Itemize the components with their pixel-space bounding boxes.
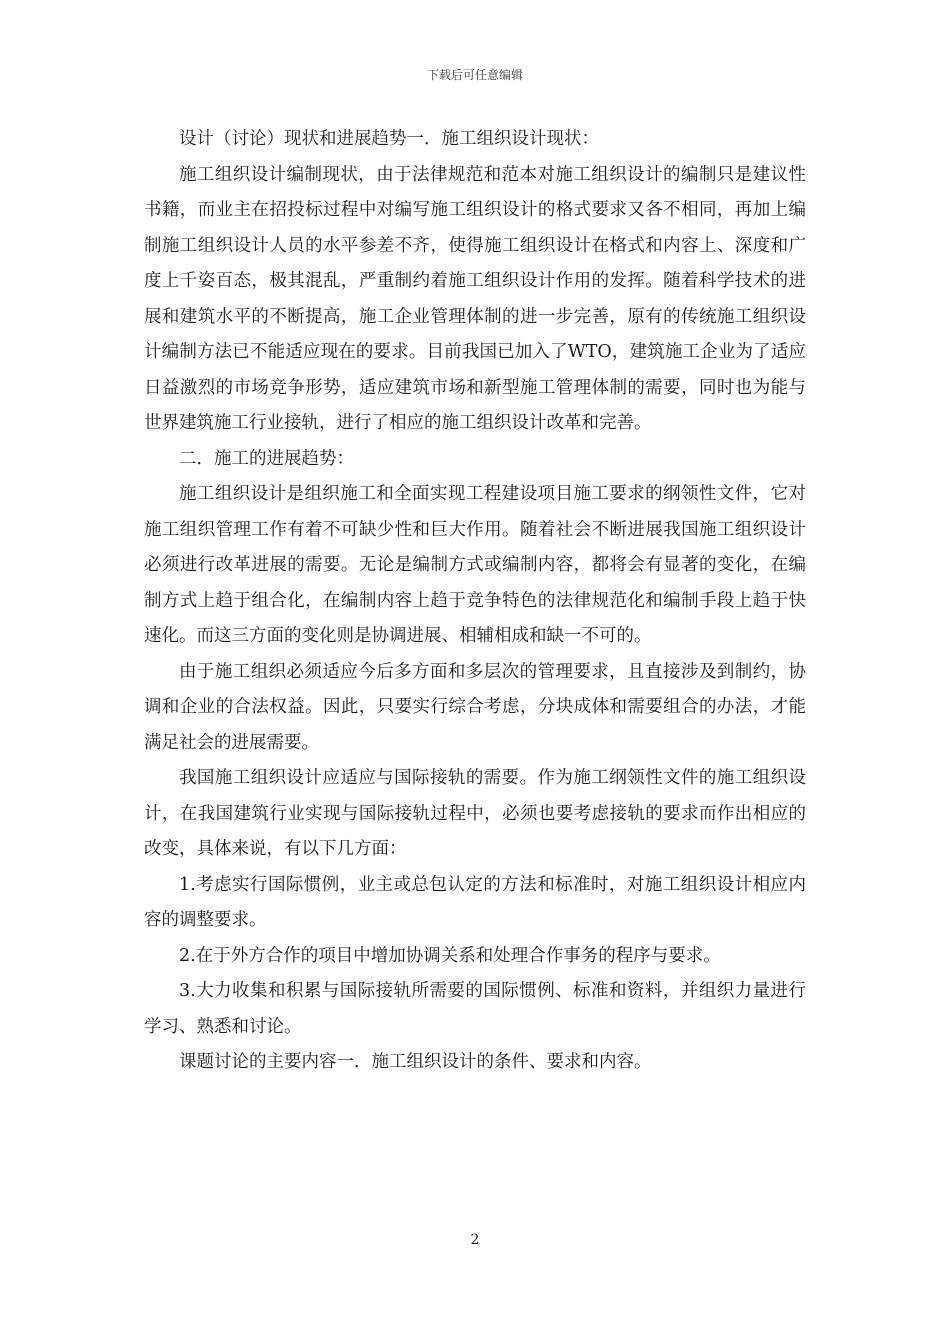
paragraph-main-content-heading: 课题讨论的主要内容一．施工组织设计的条件、要求和内容。 xyxy=(179,1052,652,1072)
paragraph-heading-status: 设计（讨论）现状和进展趋势一．施工组织设计现状： xyxy=(179,129,599,149)
document-body xyxy=(144,122,806,1081)
page-header: 下载后可任意编辑 xyxy=(426,68,523,82)
paragraph-international-alignment: 我国施工组织设计应适应与国际接轨的需要。作为施工纲领性文件的施工组织设计，在我国建筑行业实现与国际接轨过程中，必须也要考虑接轨的要求而作出相应的改变，具体来说，有以下几方面： xyxy=(144,768,806,859)
list-item-3: 3.大力收集和积累与国际接轨所需要的国际惯例、标准和资料，并组织力量进行学习、熟悉和讨论。 xyxy=(144,981,806,1037)
paragraph-management-requirements: 由于施工组织必须适应今后多方面和多层次的管理要求，且直接涉及到制约，协调和企业的合法权益。因此，只要实行综合考虑，分块成体和需要组合的办法，才能满足社会的进展需要。 xyxy=(144,661,806,753)
paragraph-trend-description: 施工组织设计是组织施工和全面实现工程建设项目施工要求的纲领性文件，它对施工组织管理工作有着不可缺少性和巨大作用。随着社会不断进展我国施工组织设计必须进行改革进展的需要。无论是编制方式或编制内容，都将会有显著的变化，在编制方式上趋于组合化，在编制内容上趋于竞争特色的法律规范化和编制手段上趋于快速化。而这三方面的变化则是协调进展、相辅相成和缺一不可的。 xyxy=(144,484,806,646)
paragraph-heading-trend: 二．施工的进展趋势： xyxy=(179,448,354,469)
list-item-2: 2.在于外方合作的项目中增加协调关系和处理合作事务的程序与要求。 xyxy=(179,945,721,966)
page-number: 2 xyxy=(470,1232,480,1248)
paragraph-current-status: 施工组织设计编制现状，由于法律规范和范本对施工组织设计的编制只是建议性书籍，而业主在招投标过程中对编写施工组织设计的格式要求又各不相同，再加上编制施工组织设计人员的水平参差不齐，使得施工组织设计在格式和内容上、深度和广度上千姿百态，极其混乱，严重制约着施工组织设计作用的发挥。随着科学技术的进展和建筑水平的不断提高，施工企业管理体制的进一步完善，原有的传统施工组织设计编制方法已不能适应现在的要求。目前我国已加入了WTO，建筑施工企业为了适应日益激烈的市场竞争形势，适应建筑市场和新型施工管理体制的需要，同时也为能与世界建筑施工行业接轨，进行了相应的施工组织设计改革和完善。 xyxy=(144,164,806,433)
list-item-1: 1.考虑实行国际惯例，业主或总包认定的方法和标准时，对施工组织设计相应内容的调整要求。 xyxy=(144,874,806,930)
